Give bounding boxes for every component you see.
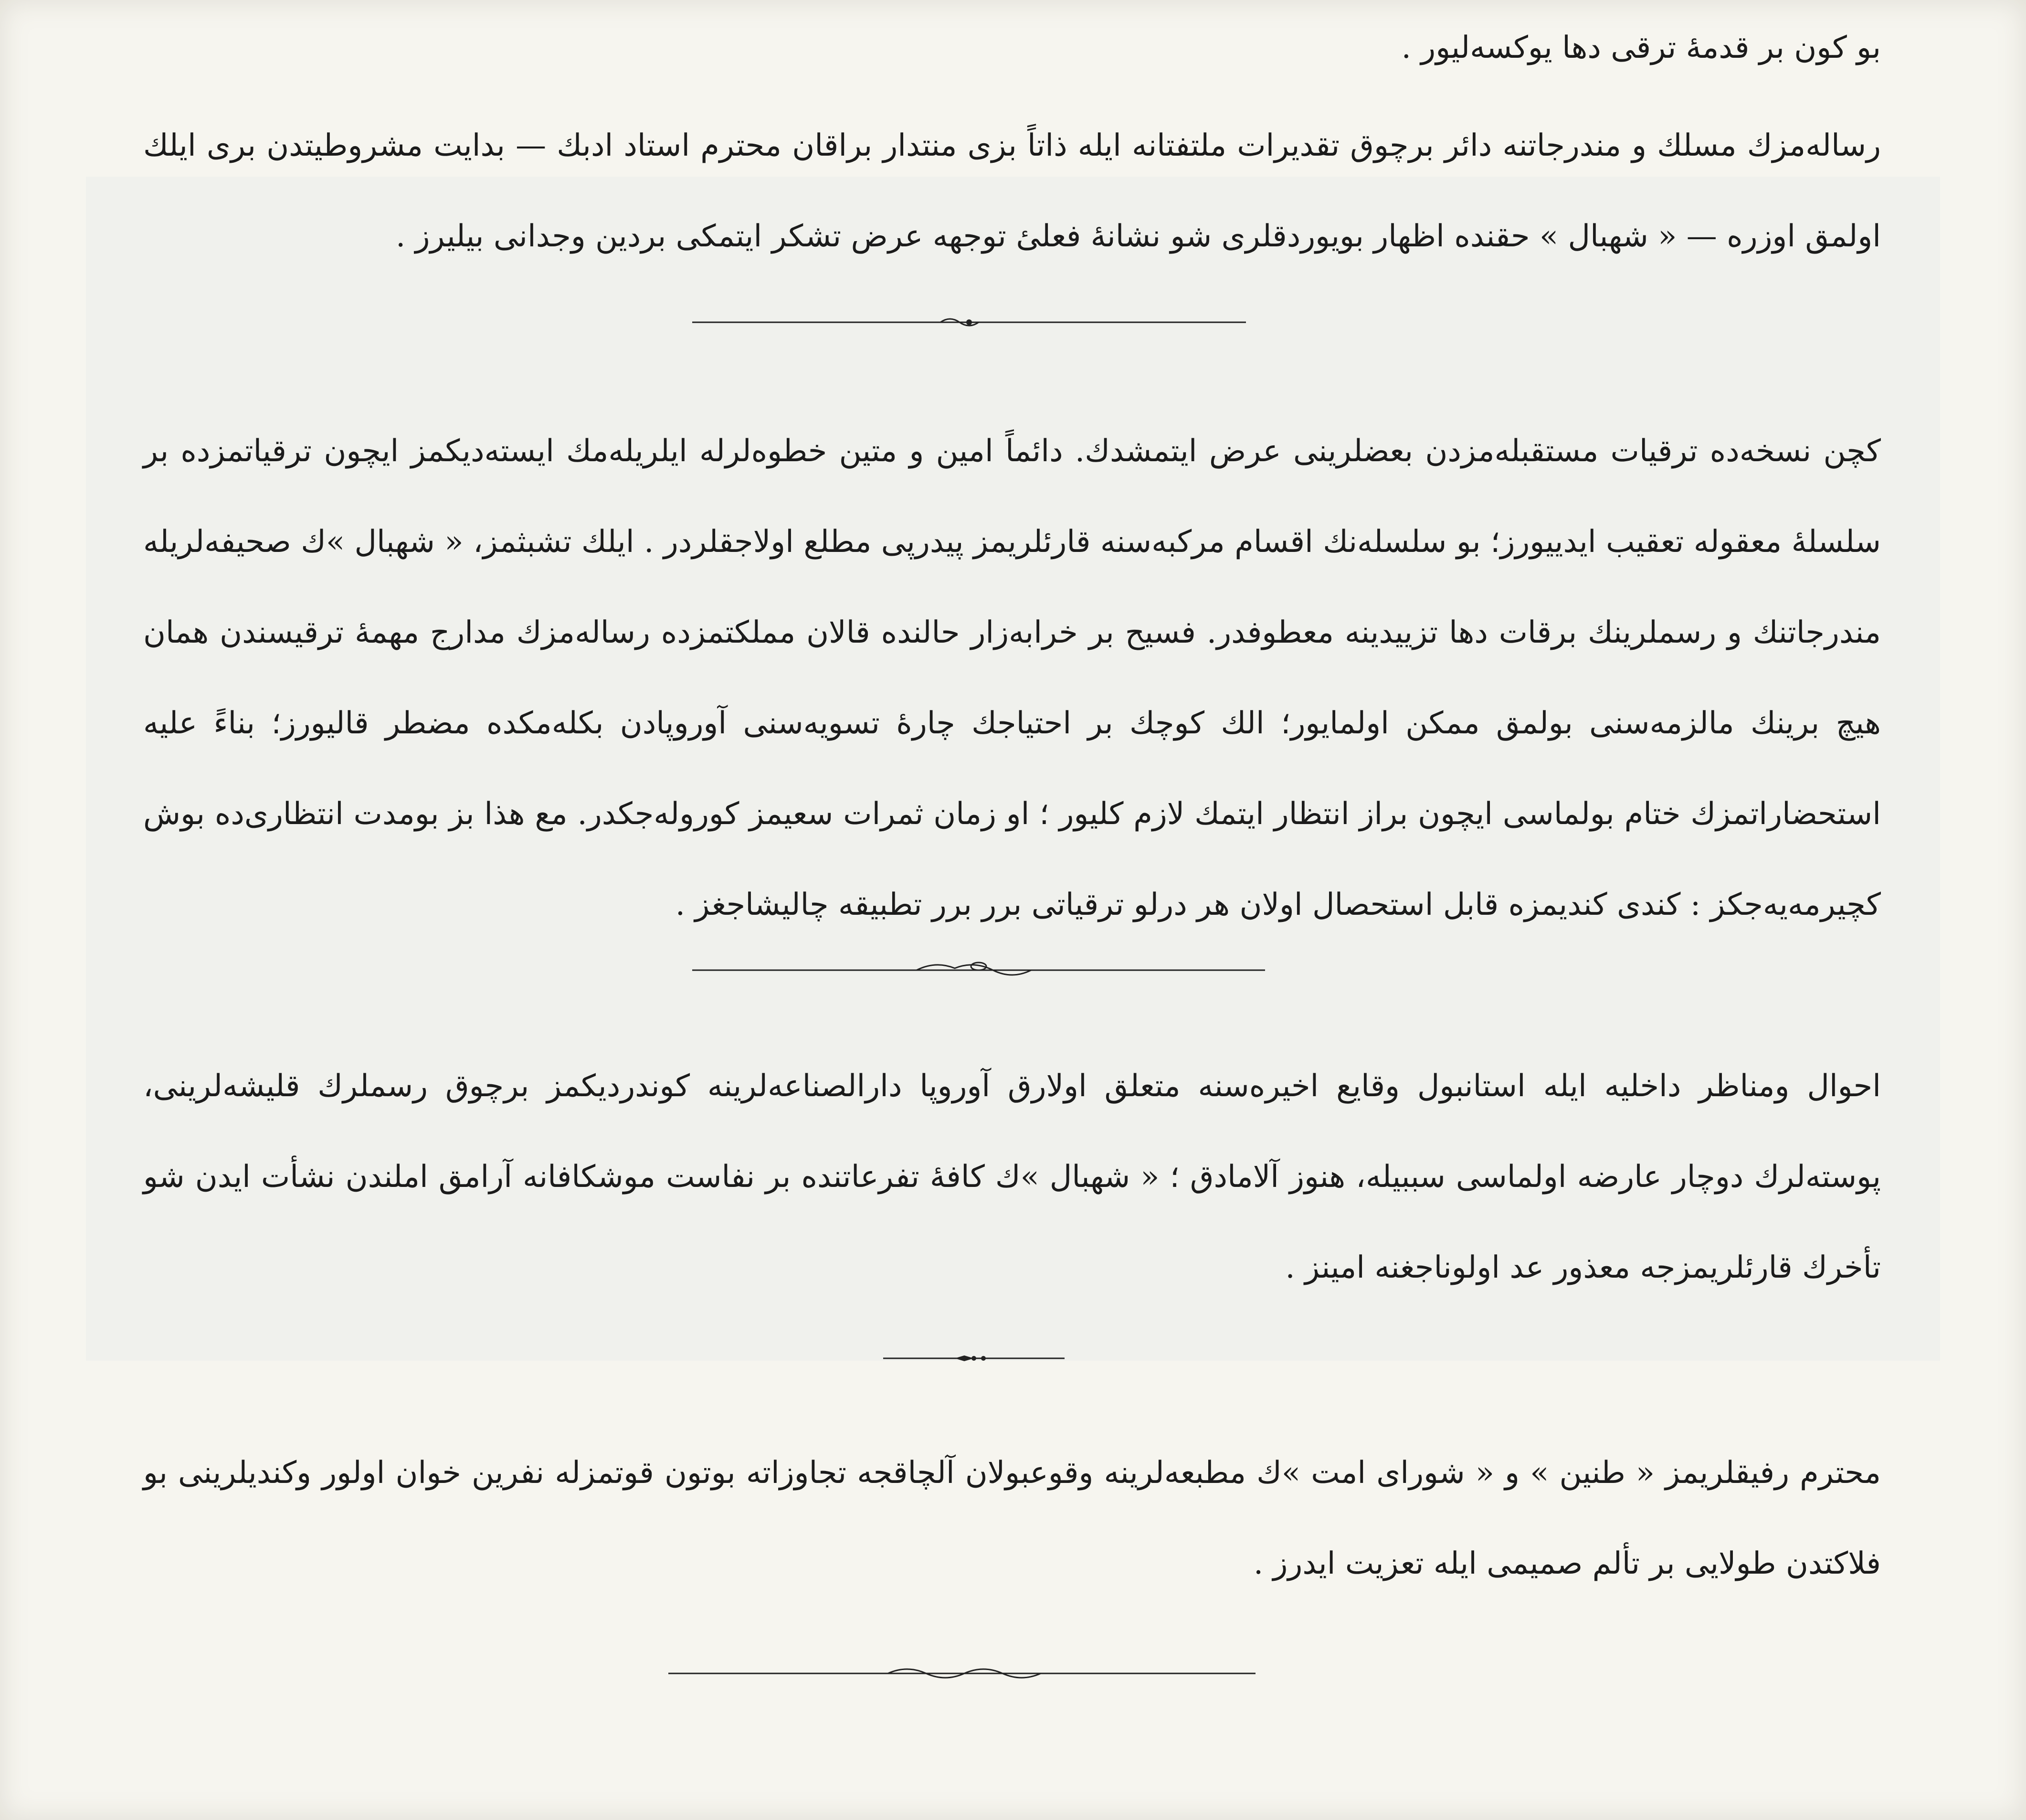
ornamental-divider <box>692 960 1265 979</box>
paragraph-future-progress: كچن نسخه‌ده ترقيات مستقبله‌مزدن بعضلرينی عرض ايتمشدك. دائماً امين و متين خطوه‌لرله ايلريله‌مك ايسته‌ديكمز ايچون ترقياتمزده بر سلسلهٔ معقوله تعقيب ايدييورز؛ بو سلسله‌نك اقسام مركبه‌سنه قارئلريمز پيدرپی مطلع اولاجقلردر . ايلك تشبثمز، « شهبال »ك صحيفه‌لريله مندرجاتنك و رسملرينك برقات دها تزييدينه معطوفدر. فسيح بر خرابه‌زار حالنده قالان مملكتمزده رساله‌مزك مدارج مهمهٔ ترقيسندن همان هيچ برينك مالزمه‌سنی بولمق ممكن اولمايور؛ الك كوچك بر احتياجك چارهٔ تسويه‌سنی آوروپادن بكله‌مكده مضطر قاليورز؛ بناءً عليه استحضاراتمزك ختام بولماسی ايچون براز انتظار ايتمك لازم كليور ؛ او زمان ثمرات سعيمز كوروله‌جكدر. مع هذا بز بومدت انتظاری‌ده بوش كچيرمه‌يه‌جكز : كندی كنديمزه قابل استحصال اولان هر درلو ترقياتی برر برر تطبيقه چاليشاجغز . <box>143 434 1881 922</box>
ornamental-divider <box>692 313 1246 332</box>
paragraph-intro: بو كون بر قدمهٔ ترقی دها يوكسه‌ليور . <box>1401 30 1881 65</box>
paragraph-illustrations-delay: احوال ومناظر داخليه ايله استانبول وقايع اخيره‌سنه متعلق اولارق آوروپا دارالصناعه‌لرينه كوندرديكمز برچوق رسملرك قليشه‌لرينی، پوسته‌لرك دوچار عارضه اولماسی سببيله، هنوز آلامادق ؛ « شهبال »ك كافهٔ تفرعاتنده بر نفاست موشكافانه آرامق املندن نشأت ايدن شو تأخرك قارئلريمزجه معذور عد اولوناجغنه امينز . <box>143 1069 1881 1285</box>
paragraph-condolence: محترم رفيقلريمز « طنين » و « شورای امت »ك مطبعه‌لرينه وقوعبولان آلچاقجه تجاوزاته بوتون قوتمزله نفرين خوان اولور وكنديلرينی بو فلاكتدن طولايی بر تألم صميمی ايله تعزيت ايدرز . <box>143 1455 1881 1581</box>
ornamental-divider <box>668 1664 1256 1683</box>
paragraph-thanks: رساله‌مزك مسلك و مندرجاتنه دائر برچوق تقديرات ملتفتانه ايله ذاتاً بزی منتدار براقان محترم استاد ادبك — بدايت مشروطيتدن بری ايلك اولمق اوزره — « شهبال » حقنده اظهار بويوردقلری شو نشانهٔ فعلیٔ توجهه عرض تشكر ايتمكی بردين وجدانی بيليرز . <box>143 128 1881 254</box>
ornamental-divider <box>883 1349 1065 1368</box>
